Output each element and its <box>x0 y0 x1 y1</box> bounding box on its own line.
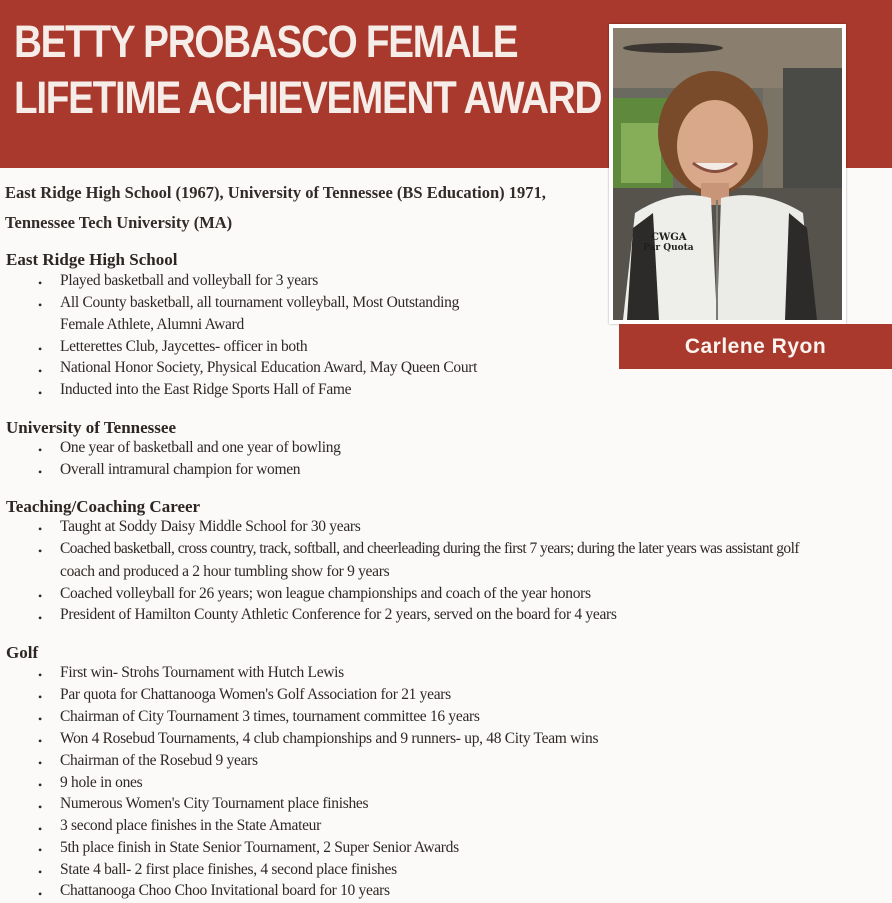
list-item: Won 4 Rosebud Tournaments, 4 club championships and 9 runners- up, 48 City Team wins <box>60 730 599 747</box>
vest-text-2: Par Quota <box>643 243 694 253</box>
list-item: National Honor Society, Physical Education Award, May Queen Court <box>60 359 478 376</box>
list-item: All County basketball, all tournament volleyball, Most Outstanding <box>60 294 460 311</box>
list-item: 9 hole in ones <box>60 774 143 791</box>
vest-text-1: CWGA <box>651 232 687 243</box>
bullet: • <box>38 843 43 857</box>
bullet: • <box>38 668 43 682</box>
bullet: • <box>38 364 43 378</box>
bullet: • <box>38 865 43 879</box>
list-item: Taught at Soddy Daisy Middle School for 30 years <box>60 518 361 535</box>
bullet: • <box>38 522 43 536</box>
bullet: • <box>38 800 43 814</box>
bullet: • <box>38 276 43 290</box>
bullet: • <box>38 465 43 479</box>
honoree-photo-frame <box>609 24 846 324</box>
list-item: One year of basketball and one year of bowling <box>60 439 341 456</box>
bullet: • <box>38 611 43 625</box>
honoree-name: Carlene Ryon <box>684 334 827 358</box>
award-title-line-1: BETTY PROBASCO FEMALE <box>14 16 518 67</box>
list-item: Par quota for Chattanooga Women's Golf Association for 21 years <box>60 686 451 703</box>
list-item: Chattanooga Choo Choo Invitational board for 10 years <box>60 882 390 899</box>
bullet: • <box>38 386 43 400</box>
list-item: Chairman of City Tournament 3 times, tournament committee 16 years <box>60 708 480 725</box>
list-item: Letterettes Club, Jaycettes- officer in both <box>60 338 308 355</box>
bullet: • <box>38 342 43 356</box>
bullet: • <box>38 756 43 770</box>
bullet: • <box>38 690 43 704</box>
bullet: • <box>38 778 43 792</box>
list-item: 5th place finish in State Senior Tournament, 2 Super Senior Awards <box>60 839 459 856</box>
bullet: • <box>38 589 43 603</box>
bullet: • <box>38 887 43 901</box>
section-heading-tennessee: University of Tennessee <box>6 418 176 437</box>
list-item: Inducted into the East Ridge Sports Hall of Fame <box>60 381 352 398</box>
bullet: • <box>38 544 43 558</box>
list-item: Numerous Women's City Tournament place finishes <box>60 795 369 812</box>
list-item: Coached volleyball for 26 years; won league championships and coach of the year honors <box>60 585 591 602</box>
award-title-line-2: LIFETIME ACHIEVEMENT AWARD <box>14 72 602 123</box>
bullet: • <box>38 734 43 748</box>
section-heading-teaching: Teaching/Coaching Career <box>6 497 201 516</box>
list-item: Chairman of the Rosebud 9 years <box>60 752 258 769</box>
honoree-name-plate <box>619 324 892 369</box>
list-item: 3 second place finishes in the State Amateur <box>60 817 321 834</box>
list-item: Coached basketball, cross country, track, softball, and cheerleading during the first 7 years; during the later years was assistant golf <box>60 540 799 557</box>
honoree-photo <box>613 28 842 320</box>
bullet: • <box>38 712 43 726</box>
list-item: First win- Strohs Tournament with Hutch Lewis <box>60 664 344 681</box>
bullet: • <box>38 443 43 457</box>
list-item-continuation: Female Athlete, Alumni Award <box>60 316 244 333</box>
list-item: Played basketball and volleyball for 3 years <box>60 272 318 289</box>
bullet: • <box>38 822 43 836</box>
education-line-1: East Ridge High School (1967), University of Tennessee (BS Education) 1971, <box>5 183 546 202</box>
list-item: President of Hamilton County Athletic Conference for 2 years, served on the board for 4 years <box>60 606 617 623</box>
list-item: State 4 ball- 2 first place finishes, 4 second place finishes <box>60 861 397 878</box>
education-line-2: Tennessee Tech University (MA) <box>5 213 233 232</box>
section-heading-golf: Golf <box>6 643 39 662</box>
section-heading-east-ridge: East Ridge High School <box>6 250 178 269</box>
bullet: • <box>38 298 43 312</box>
list-item: Overall intramural champion for women <box>60 461 301 478</box>
award-title <box>14 14 601 126</box>
list-item-continuation: coach and produced a 2 hour tumbling show for 9 years <box>60 563 390 580</box>
